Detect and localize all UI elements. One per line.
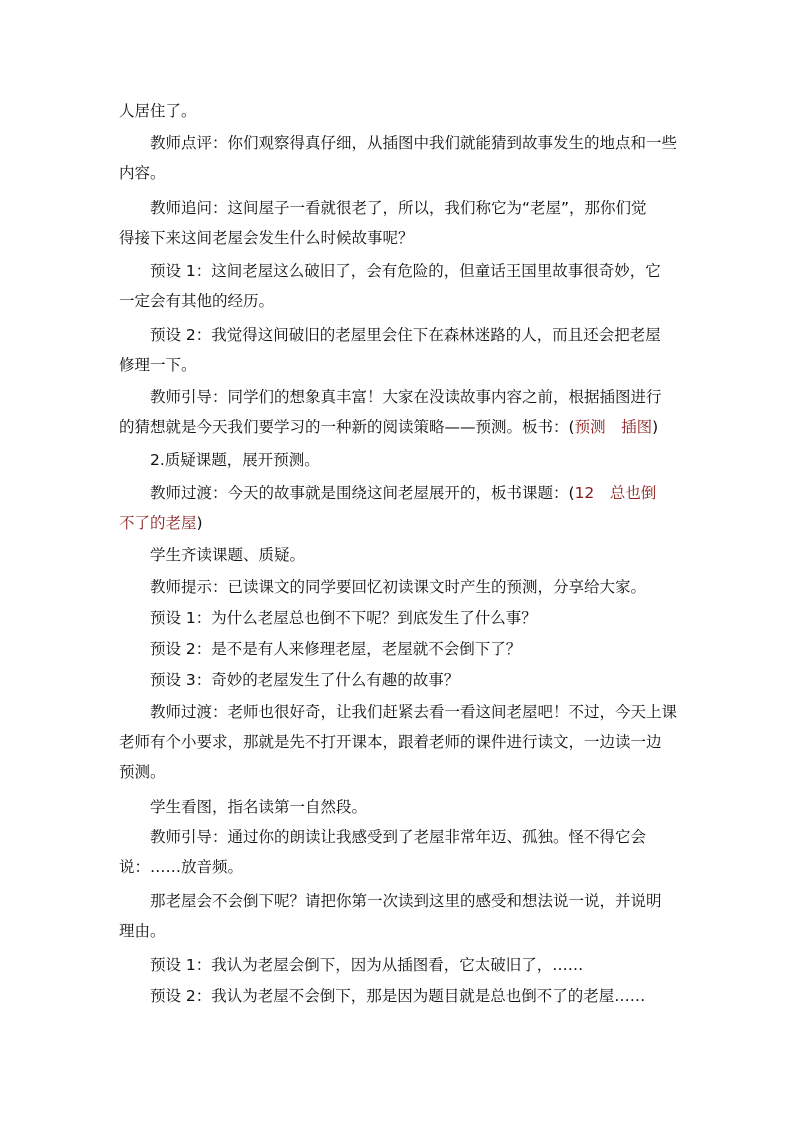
text-line: 预设 2：我觉得这间破旧的老屋里会住下在森林迷路的人，而且还会把老屋 bbox=[150, 326, 661, 344]
paragraph-students-read bbox=[119, 540, 675, 570]
paragraph-1 bbox=[119, 96, 675, 126]
paragraph-teacher-hint bbox=[119, 572, 675, 602]
paragraph-preset-2 bbox=[119, 320, 675, 380]
paragraph-preset-1 bbox=[119, 256, 675, 316]
text-segment: ) bbox=[652, 418, 659, 436]
paragraph-teacher-transition-2 bbox=[119, 697, 678, 787]
text-line: 预设 1：为什么老屋总也倒不下呢？到底发生了什么事？ bbox=[150, 609, 537, 627]
text-line: 理由。 bbox=[119, 922, 166, 940]
paragraph-question-1 bbox=[119, 603, 675, 633]
text-line bbox=[119, 478, 675, 508]
text-line: 说：……放音频。 bbox=[119, 858, 244, 876]
paragraph-step-2 bbox=[119, 445, 675, 475]
paragraph-question-3 bbox=[119, 665, 675, 695]
text-line: 教师点评：你们观察得真仔细，从插图中我们就能猜到故事发生的地点和一些 bbox=[150, 134, 678, 152]
text-segment: 教师过渡：今天的故事就是围绕这间老屋展开的，板书课题：( bbox=[150, 484, 575, 502]
paragraph-teacher-comment bbox=[119, 128, 678, 188]
text-line: 学生齐读课题、质疑。 bbox=[150, 546, 306, 564]
text-line bbox=[119, 412, 675, 442]
text-line: 预设 1：我认为老屋会倒下，因为从插图看，它太破旧了，…… bbox=[150, 956, 584, 974]
text-line: 修理一下。 bbox=[119, 356, 197, 374]
paragraph-answer-1 bbox=[119, 950, 675, 980]
text-line: 教师过渡：老师也很好奇，让我们赶紧去看一看这间老屋吧！不过，今天上课 bbox=[150, 703, 678, 721]
text-line: 教师提示：已读课文的同学要回忆初读课文时产生的预测，分享给大家。 bbox=[150, 578, 647, 596]
text-line bbox=[119, 508, 675, 538]
text-line: 教师引导：通过你的朗读让我感受到了老屋非常年迈、孤独。怪不得它会 bbox=[150, 828, 647, 846]
paragraph-students-view bbox=[119, 792, 675, 822]
text-line: 预测。 bbox=[119, 763, 166, 781]
text-line: 得接下来这间老屋会发生什么时候故事呢？ bbox=[119, 229, 414, 247]
text-line: 预设 2：是不是有人来修理老屋，老屋就不会倒下了？ bbox=[150, 640, 522, 658]
text-line: 老师有个小要求，那就是先不打开课本，跟着老师的课件进行读文，一边读一边 bbox=[119, 733, 662, 751]
paragraph-question-2 bbox=[119, 634, 675, 664]
text-segment: 的猜想就是今天我们要学习的一种新的阅读策略——预测。板书：( bbox=[119, 418, 575, 436]
text-line: 2.质疑课题，展开预测。 bbox=[150, 451, 320, 469]
text-line: 预设 1：这间老屋这么破旧了，会有危险的，但童话王国里故事很奇妙，它 bbox=[150, 262, 661, 280]
text-line: 一定会有其他的经历。 bbox=[119, 292, 275, 310]
blackboard-note: 预测 插图 bbox=[574, 418, 653, 436]
lesson-title-note: 12 总也倒 bbox=[574, 484, 657, 502]
text-line: 那老屋会不会倒下呢？请把你第一次读到这里的感受和想法说一说，并说明 bbox=[150, 892, 662, 910]
text-line: 内容。 bbox=[119, 164, 166, 182]
paragraph-answer-2 bbox=[119, 981, 675, 1011]
lesson-title-note: 不了的老屋 bbox=[119, 514, 197, 532]
text-line: 教师引导：同学们的想象真丰富！大家在没读故事内容之前，根据插图进行 bbox=[150, 388, 662, 406]
paragraph-discussion bbox=[119, 886, 675, 946]
text-line: 预设 2：我认为老屋不会倒下，那是因为题目就是总也倒不了的老屋…… bbox=[150, 987, 646, 1005]
paragraph-teacher-guide-2 bbox=[119, 822, 675, 882]
paragraph-teacher-question bbox=[119, 193, 675, 253]
text-segment: ) bbox=[196, 514, 203, 532]
text-line: 教师追问：这间屋子一看就很老了，所以，我们称它为“老屋”，那你们觉 bbox=[150, 199, 647, 217]
paragraph-teacher-transition bbox=[119, 478, 675, 538]
text-line: 预设 3：奇妙的老屋发生了什么有趣的故事？ bbox=[150, 671, 460, 689]
paragraph-teacher-guide bbox=[119, 382, 675, 442]
text-line: 学生看图，指名读第一自然段。 bbox=[150, 798, 368, 816]
text-line: 人居住了。 bbox=[119, 102, 197, 120]
